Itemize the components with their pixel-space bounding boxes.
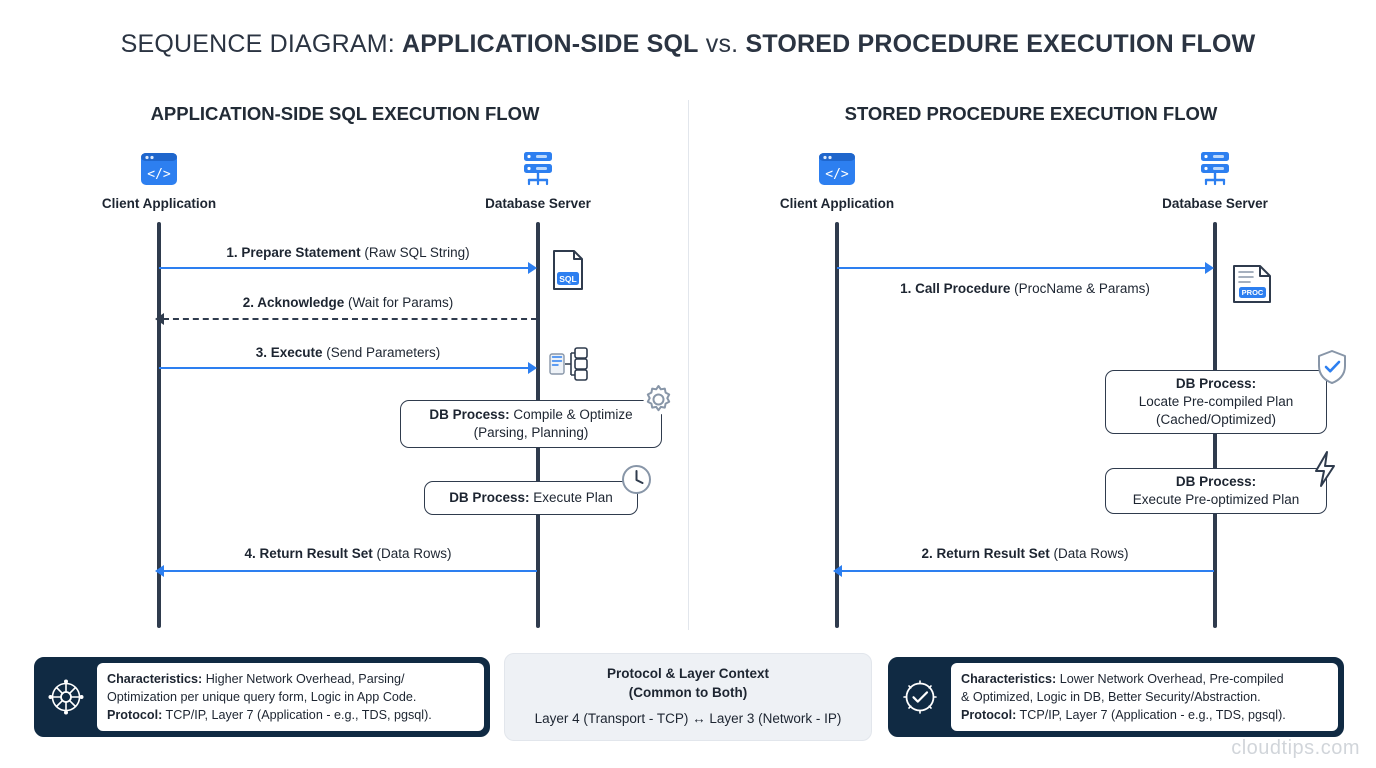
message-detail: (Send Parameters) [326, 345, 441, 360]
characteristics-label: Characteristics: [107, 671, 203, 686]
left-message-1-label [159, 245, 537, 260]
right-panel-title: STORED PROCEDURE EXECUTION FLOW [844, 103, 1218, 124]
secure-network-icon [889, 658, 951, 736]
svg-text:SQL: SQL [559, 274, 577, 284]
left-process-box-2 [424, 481, 638, 515]
left-message-2-label [159, 295, 537, 310]
characteristics-text: Lower Network Overhead, Pre-compiled [1056, 671, 1284, 686]
process-label: DB Process: [1175, 375, 1257, 391]
left-panel-title: APPLICATION-SIDE SQL EXECUTION FLOW [150, 103, 540, 124]
characteristics-text-line2: Optimization per unique query form, Logic in App Code. [107, 689, 417, 704]
code-window-icon [757, 148, 917, 190]
left-message-3-arrowhead [528, 362, 537, 374]
left-message-4-arrowhead [155, 565, 164, 577]
left-message-4-arrow [163, 570, 537, 572]
left-message-2-arrow [163, 318, 537, 320]
network-node-icon [35, 658, 97, 736]
watermark: cloudtips.com [1231, 737, 1360, 759]
message-detail: (ProcName & Params) [1014, 281, 1150, 296]
database-server-icon [458, 148, 618, 190]
characteristics-text-line2: & Optimized, Logic in DB, Better Security/Abstraction. [961, 689, 1261, 704]
right-message-1-arrow [837, 267, 1208, 269]
lightning-icon [1310, 449, 1340, 494]
proc-document-icon [1228, 262, 1278, 313]
process-text: Execute Plan [529, 489, 613, 505]
right-message-2-label [837, 546, 1213, 561]
right-message-2-arrow [841, 570, 1214, 572]
left-card-body [97, 663, 484, 731]
right-client-actor [757, 148, 917, 211]
right-card-body [951, 663, 1338, 731]
message-number: 1. Prepare Statement [226, 245, 361, 260]
message-number: 2. Acknowledge [242, 295, 345, 310]
svg-text:</>: </> [147, 167, 171, 182]
protocol-context-title-line1: Protocol & Layer Context [606, 665, 770, 681]
left-card-characteristics [107, 670, 474, 707]
right-database-actor [1135, 148, 1295, 211]
characteristics-label: Characteristics: [961, 671, 1057, 686]
protocol-context-title-line2: (Common to Both) [628, 684, 748, 700]
actor-label: Client Application [101, 196, 217, 211]
panel-divider [688, 100, 689, 630]
message-number: 1. Call Procedure [900, 281, 1011, 296]
protocol-label: Protocol: [107, 708, 163, 723]
right-process-box-1 [1105, 370, 1327, 434]
right-message-2-arrowhead [833, 565, 842, 577]
protocol-context-title [607, 665, 769, 703]
message-number: 2. Return Result Set [921, 546, 1050, 561]
message-detail: (Data Rows) [1053, 546, 1129, 561]
left-process-box-1 [400, 400, 662, 448]
gear-icon [640, 381, 677, 423]
right-characteristics-card [888, 657, 1344, 737]
right-message-1-label [837, 281, 1213, 296]
code-window-icon [79, 148, 239, 190]
actor-label: Client Application [779, 196, 895, 211]
protocol-context-subtitle: Layer 4 (Transport - TCP) ↔ Layer 3 (Network - IP) [534, 711, 842, 727]
message-number: 4. Return Result Set [244, 546, 373, 561]
title-part-4: STORED PROCEDURE EXECUTION FLOW [745, 30, 1256, 58]
right-card-protocol [961, 706, 1328, 724]
process-text-line2: (Parsing, Planning) [473, 425, 589, 440]
process-label: DB Process: [1175, 473, 1257, 489]
shield-check-icon [1314, 348, 1350, 391]
svg-text:PROC: PROC [1241, 288, 1264, 297]
left-characteristics-card [34, 657, 490, 737]
message-detail: (Data Rows) [376, 546, 452, 561]
left-database-actor [458, 148, 618, 211]
title-part-3: vs. [698, 30, 746, 58]
message-detail: (Raw SQL String) [364, 245, 470, 260]
clock-icon [620, 463, 653, 501]
sql-file-icon [548, 248, 588, 297]
process-text-line2: Locate Pre-compiled Plan [1138, 393, 1294, 409]
protocol-text: TCP/IP, Layer 7 (Application - e.g., TDS, pgsql). [1016, 708, 1286, 723]
process-text-line3: (Cached/Optimized) [1155, 412, 1277, 428]
process-text-line2: Execute Pre-optimized Plan [1132, 492, 1300, 507]
database-server-icon [1135, 148, 1295, 190]
left-message-2-arrowhead [155, 313, 164, 325]
process-label: DB Process: [449, 489, 530, 505]
protocol-label: Protocol: [961, 708, 1017, 723]
process-label: DB Process: [429, 406, 510, 422]
title-part-1: SEQUENCE DIAGRAM: [120, 30, 403, 58]
left-message-1-arrowhead [528, 262, 537, 274]
right-message-1-arrowhead [1205, 262, 1214, 274]
title-part-2: APPLICATION-SIDE SQL [402, 30, 699, 58]
page-title [0, 30, 1376, 59]
process-text: Compile & Optimize [509, 406, 633, 422]
actor-label: Database Server [1162, 196, 1268, 211]
actor-label: Database Server [485, 196, 591, 211]
left-card-protocol [107, 706, 474, 724]
right-card-characteristics [961, 670, 1328, 707]
message-number: 3. Execute [255, 345, 323, 360]
characteristics-text: Higher Network Overhead, Parsing/ [202, 671, 405, 686]
svg-text:</>: </> [825, 167, 849, 182]
parameters-tree-icon [548, 344, 590, 391]
left-message-3-arrow [159, 367, 531, 369]
protocol-context-card [504, 653, 872, 741]
left-client-actor [79, 148, 239, 211]
right-process-box-2 [1105, 468, 1327, 514]
message-detail: (Wait for Params) [348, 295, 454, 310]
protocol-text: TCP/IP, Layer 7 (Application - e.g., TDS, pgsql). [162, 708, 432, 723]
left-message-1-arrow [159, 267, 531, 269]
left-message-4-label [159, 546, 537, 561]
left-message-3-label [159, 345, 537, 360]
